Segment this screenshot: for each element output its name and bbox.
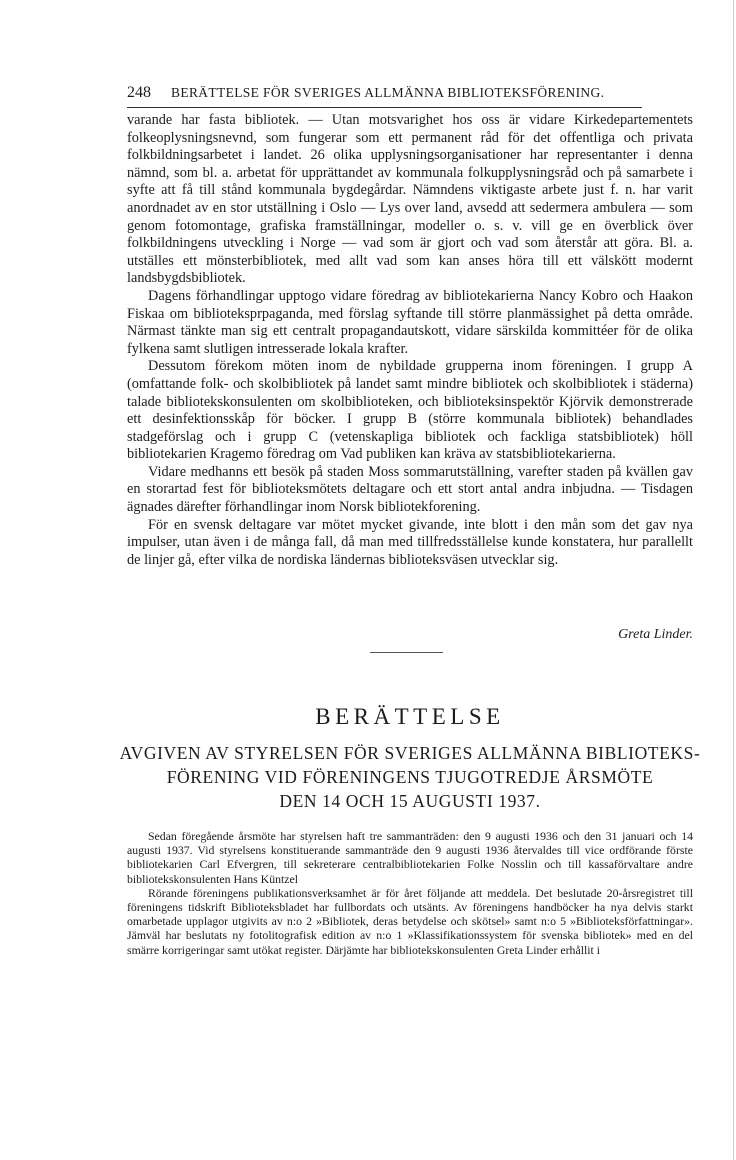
report-paragraph: Rörande föreningens publikationsverksamhet är för året följande att meddela. Det beslutade 20-årsregistret till föreningens tidskrift Biblioteksbladet har fullbordats och utsänts. Av föreningens handböcker ha nya delvis starkt omarbetade upplagor utgivits av n:o 2 »Bibliotek, deras betydelse och skötsel» samt n:o 5 »Biblioteksförfattningar». Jämväl har beslutats ny fotolitografisk edition av n:o 1 »Klassifikationssystem för svenska bibliotek» med en del smärre korrigeringar samt utökat register. Därjämte har bibliotekskonsulenten Greta Linder erhållit i [127,885,693,957]
article-paragraph: För en svensk deltagare var mötet mycket givande, inte blott i den mån som det gav nya impulser, utan även i de många fall, då man med tillfredsställelse kunde konstatera, hur parallellt de linjer gå, efter vilka de nordiska ländernas biblioteksväsen utvecklar sig. [127,516,693,568]
page-number: 248 [127,84,151,101]
running-title: BERÄTTELSE FÖR SVERIGES ALLMÄNNA BIBLIOTEKSFÖRENING. [171,85,605,100]
header-rule [127,107,642,108]
running-header [127,84,643,102]
report-paragraph: Sedan föregående årsmöte har styrelsen haft tre sammanträden: den 9 augusti 1936 och den 31 januari och 14 augusti 1937. Vid styrelsens konstituerande sammanträde den 9 augusti 1936 återvaldes till vice ordförande förste bibliotekarien Carl Efvergren, till sekreterare centralbibliotekarien Folke Nosslin och till kassaförvaltare andre bibliotekskonsulenten Hans Küntzel [127,829,693,886]
subtitle-line: DEN 14 OCH 15 AUGUSTI 1937. [279,791,541,811]
report-subtitle [115,741,705,813]
report-title: BERÄTTELSE [315,704,505,729]
author-signature: Greta Linder. [618,627,693,642]
report-body [127,829,693,957]
article-body [127,112,693,569]
article-paragraph: Dessutom förekom möten inom de nybildade grupperna inom föreningen. I grupp A (omfattande folk- och skolbibliotek på landet samt mindre bibliotek och skolbibliotek i städerna) talade bibliotekskonsulenten om skolbiblioteken, och biblioteksinspektör Kjörvik demonstrerade ett desinfektionsskåp för böcker. I grupp B (större kommunala bibliotek) behandlades stadgeförslag och i grupp C (vetenskapliga bibliotek och fackliga statsbibliotek) höll bibliotekarien Kragemo föredrag om Vad publiken kan kräva av statsbibliotekarierna. [127,358,693,463]
article-paragraph: varande har fasta bibliotek. — Utan motsvarighet hos oss är vidare Kirkedepartementets folkeoplysningsnevnd, som fungerar som ett permanent råd för det offentliga och privata folkbildningsarbetet i landet. 26 olika upplysningsorganisationer har representanter i denna nämnd, som bl. a. arbetat för upprättandet av kommunala folkupplysningsråd och på samarbete i syfte att få till stånd kommunala bygdegårdar. Nämndens viktigaste arbete just f. n. har varit anordnadet av en stor utställning i Oslo — Lys over land, avsedd att sedermera ambulera — som genom fotomontage, grafiska framställningar, modeller o. s. v. vill ge en överblick över folkbildningens utveckling i Norge — vad som är gjort och vad som återstår att göra. Bl. a. utställes ett mönsterbibliotek, med allt vad som kan anses höra till ett välskött modernt landsbygdsbibliotek. [127,112,693,287]
subtitle-line: FÖRENING VID FÖRENINGENS TJUGOTREDJE ÅRSMÖTE [166,767,654,787]
page-edge [733,0,734,1160]
article-paragraph: Vidare medhanns ett besök på staden Moss sommarutställning, varefter staden på kvällen gav en storartad fest för biblioteksmötets deltagare och ett stort antal andra inbjudna. — Tisdagen ägnades därefter förhandlingar inom Norsk bibliotekforening. [127,463,693,516]
article-paragraph: Dagens förhandlingar upptogo vidare föredrag av bibliotekarierna Nancy Kobro och Haakon Fiskaa om biblioteksprpaganda, med förslag syftande till större planmässighet på detta område. Närmast tänkte man sig ett centralt propagandautskott, vidare särskilda kommittéer för de olika fylkena samt slutligen intresserade lokala krafter. [127,287,693,357]
section-separator [370,652,443,653]
subtitle-line: AVGIVEN AV STYRELSEN FÖR SVERIGES ALLMÄNNA BIBLIOTEKS- [119,743,701,763]
